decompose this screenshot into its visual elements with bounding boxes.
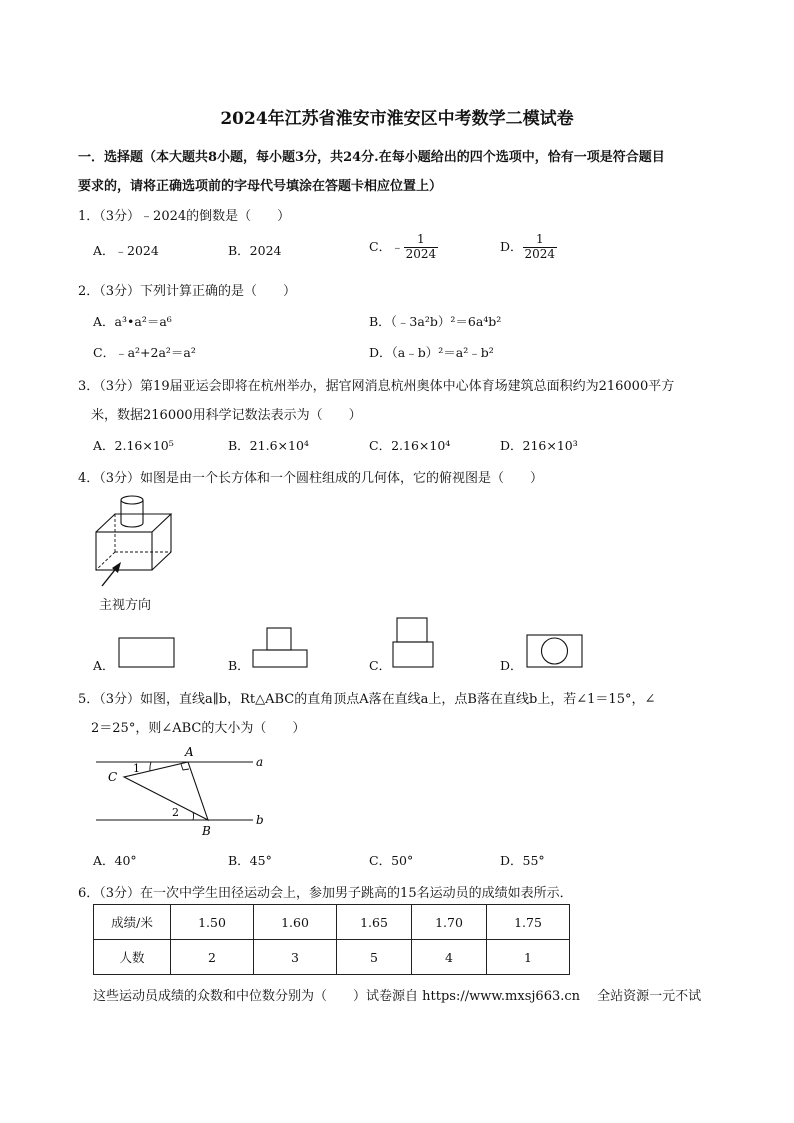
q4-option-b: B． bbox=[228, 658, 250, 673]
table-row bbox=[94, 940, 570, 975]
q3-stem-line1: 3．（3分）第19届亚运会即将在杭州举办，据官网消息杭州奥体中心体育场建筑总面积约为216000平方 bbox=[78, 379, 675, 394]
q5-geometry-figure bbox=[88, 742, 278, 840]
q1-option-d-denominator: 2024 bbox=[524, 246, 556, 261]
table-cell: 3 bbox=[254, 940, 337, 975]
q4-option-a-figure bbox=[118, 636, 178, 670]
q3-stem-line2: 米，数据216000用科学记数法表示为（ ） bbox=[91, 408, 362, 423]
q1-option-d bbox=[500, 233, 557, 262]
q1-option-c-label: C． bbox=[369, 238, 392, 254]
q5-label-angle-2: 2 bbox=[172, 806, 179, 819]
q1-option-d-label: D． bbox=[500, 238, 523, 254]
table-cell: 5 bbox=[337, 940, 412, 975]
section-heading-line2: 要求的，请将正确选项前的字母代号填涂在答题卡相应位置上） bbox=[78, 179, 443, 194]
q4-direction-label: 主视方向 bbox=[99, 598, 152, 613]
q6-score-table bbox=[93, 904, 570, 975]
q2-option-a: A．a³•a²＝a⁶ bbox=[93, 314, 172, 329]
q5-label-angle-1: 1 bbox=[133, 762, 140, 775]
q4-option-c-figure bbox=[392, 616, 438, 670]
q5-option-a: A．40° bbox=[93, 853, 137, 868]
q1-option-a: A．﹣2024 bbox=[93, 243, 159, 258]
q6-question-tail: 这些运动员成绩的众数和中位数分别为（ ）试卷源自 https://www.mxsj663.cn 全站资源一元不试 bbox=[93, 989, 702, 1004]
q4-option-c: C． bbox=[369, 658, 392, 673]
table-cell: 2 bbox=[171, 940, 254, 975]
q4-option-d-figure bbox=[526, 634, 586, 670]
q5-label-line-b: b bbox=[256, 813, 264, 827]
table-cell: 1 bbox=[487, 940, 570, 975]
q2-option-c: C．﹣a²+2a²＝a² bbox=[93, 345, 196, 360]
q3-option-a: A．2.16×10⁵ bbox=[93, 438, 174, 453]
table-cell: 人数 bbox=[94, 940, 171, 975]
table-cell: 成绩/米 bbox=[94, 905, 171, 940]
q2-option-b: B．（﹣3a²b）²＝6a⁴b² bbox=[369, 314, 502, 329]
q4-option-a: A． bbox=[93, 658, 115, 673]
table-cell: 1.65 bbox=[337, 905, 412, 940]
table-cell: 1.70 bbox=[412, 905, 487, 940]
q5-option-b: B．45° bbox=[228, 853, 272, 868]
q4-option-d: D． bbox=[500, 658, 523, 673]
q4-arrow-icon bbox=[98, 560, 128, 590]
q3-option-c: C．2.16×10⁴ bbox=[369, 438, 451, 453]
q5-label-A: A bbox=[185, 745, 194, 759]
q1-option-b: B．2024 bbox=[228, 243, 282, 258]
page-title: 2024年江苏省淮安市淮安区中考数学二模试卷 bbox=[220, 109, 574, 129]
q1-option-c-numerator: 1 bbox=[404, 233, 439, 248]
q5-label-B: B bbox=[202, 824, 211, 838]
q2-option-d: D．（a﹣b）²＝a²﹣b² bbox=[369, 345, 494, 360]
q4-option-b-figure bbox=[252, 626, 312, 670]
q3-option-b: B．21.6×10⁴ bbox=[228, 438, 309, 453]
table-cell: 1.60 bbox=[254, 905, 337, 940]
q5-option-d: D．55° bbox=[500, 853, 545, 868]
q1-option-c-sign: ﹣ bbox=[391, 238, 404, 254]
q4-stem: 4．（3分）如图是由一个长方体和一个圆柱组成的几何体，它的俯视图是（ ） bbox=[78, 471, 544, 486]
q5-stem-line2: 2＝25°，则∠ABC的大小为（ ） bbox=[91, 721, 306, 736]
q1-option-d-numerator: 1 bbox=[523, 233, 558, 248]
q5-label-C: C bbox=[108, 770, 118, 784]
q1-option-c bbox=[369, 233, 438, 262]
table-cell: 4 bbox=[412, 940, 487, 975]
table-cell: 1.75 bbox=[487, 905, 570, 940]
table-row bbox=[94, 905, 570, 940]
table-cell: 1.50 bbox=[171, 905, 254, 940]
q1-option-c-fraction bbox=[404, 233, 439, 262]
q5-stem-line1: 5．（3分）如图，直线a∥b，Rt△ABC的直角顶点A落在直线a上，点B落在直线b上，若∠1＝15°，∠ bbox=[78, 692, 656, 707]
q1-option-c-denominator: 2024 bbox=[405, 246, 437, 261]
section-heading-line1: 一．选择题（本大题共8小题，每小题3分，共24分.在每小题给出的四个选项中，恰有一项是符合题目 bbox=[78, 150, 665, 165]
q5-option-c: C．50° bbox=[369, 853, 414, 868]
q5-label-line-a: a bbox=[256, 755, 264, 769]
q1-stem: 1．（3分）﹣2024的倒数是（ ） bbox=[78, 209, 291, 224]
q2-stem: 2．（3分）下列计算正确的是（ ） bbox=[78, 284, 297, 299]
q3-option-d: D．216×10³ bbox=[500, 438, 578, 453]
q6-stem: 6．（3分）在一次中学生田径运动会上，参加男子跳高的15名运动员的成绩如表所示． bbox=[78, 886, 573, 901]
q1-option-d-fraction bbox=[523, 233, 558, 262]
